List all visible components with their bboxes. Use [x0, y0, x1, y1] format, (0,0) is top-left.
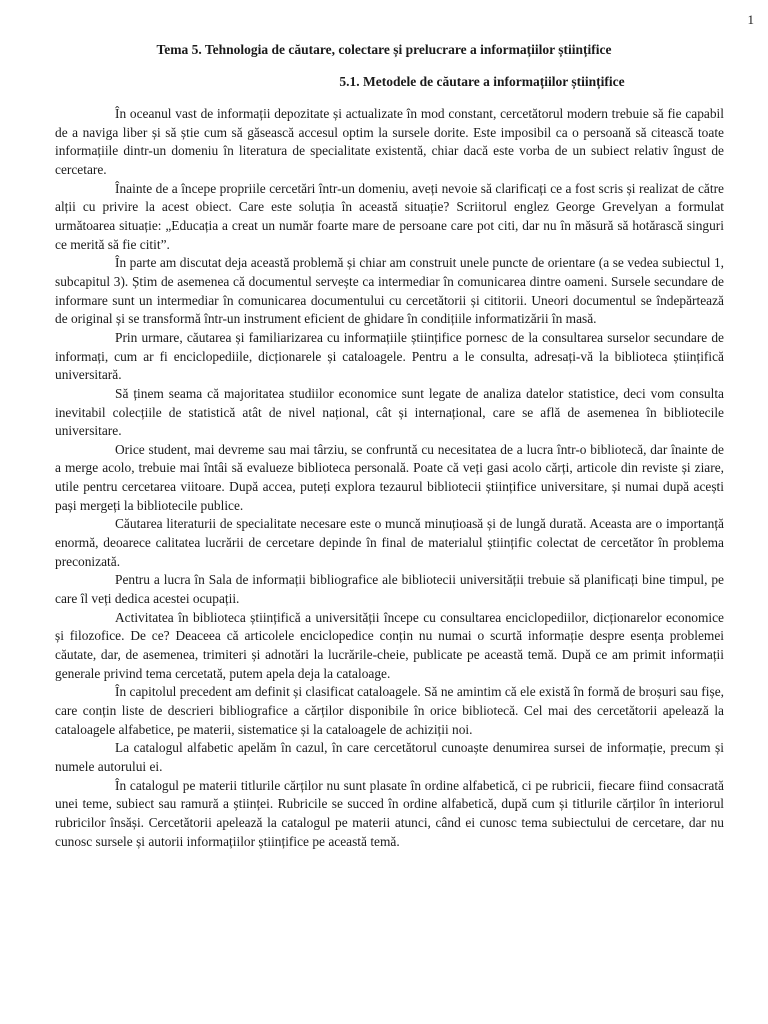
paragraph: În capitolul precedent am definit și clasificat cataloagele. Să ne amintim că ele există în formă de broșuri sau fișe, care conțin liste de descrieri bibliografice a cărților disponibile în orice bibliotecă. Cel mai des cercetătorii apelează la cataloagele alfabetice, pe materii, sistematice și la cataloagele de achiziții noi. — [55, 684, 724, 737]
paragraph: Căutarea literaturii de specialitate necesare este o muncă minuțioasă și de lungă durată. Aceasta are o importanță enormă, deoarece calitatea lucrării de cercetare depinde în final de materialul științific colectat de cercetător în problema preconizată. — [55, 516, 724, 569]
paragraph: La catalogul alfabetic apelăm în cazul, în care cercetătorul cunoaște denumirea sursei de informație, precum și numele autorului ei. — [55, 740, 724, 774]
paragraph: În parte am discutat deja această problemă și chiar am construit unele puncte de orientare (a se vedea subiectul 1, subcapitul 3). Știm de asemenea că documentul servește ca intermediar în comunicarea dintre oameni. Sursele secundare de informare sunt un intermediar în comunicarea documentului cu cercetătorii și cititorii. Uneori documentul se îndepărtează de original și se transformă într-un instrument eficient de ghidare în condițiile informatizării în masă. — [55, 255, 724, 327]
paragraph: Înainte de a începe propriile cercetări într-un domeniu, aveți nevoie să clarificați ce a fost scris și realizat de către alții cu privire la acest obiect. Care este soluția în această situație? Scriitorul englez George Grevelyan a formulat următoarea situație: „Educația a creat un număr foarte mare de persoane care pot citi, dar nu în măsură să hotărască singuri ce merită să fie citit”. — [55, 180, 724, 252]
paragraph: Să ținem seama că majoritatea studiilor economice sunt legate de analiza datelor statistice, deci vom consulta inevitabil colecțiile de statistică atât de nivel național, cât și internațional, care se află de asemenea în bibliotecile universitare. — [55, 385, 724, 439]
document-body — [55, 105, 724, 851]
section-title: 5.1. Metodele de căutare a informațiilor științifice — [339, 74, 625, 89]
paragraph: Activitatea în biblioteca științifică a universității începe cu consultarea enciclopediilor, dicționarelor economice și filozofice. De ce? Deaceea că articolele enciclopedice conțin nu numai o scurtă informație despre esența problemei căutate, dar, de asemenea, trimiteri și adnotări la lucrările-cheie, publicate pe această temă. După ce am primit informații generale privind tema cercetată, putem apela deja la cataloage. — [55, 609, 724, 681]
page-number: 1 — [747, 12, 754, 27]
paragraph: Prin urmare, căutarea și familiarizarea cu informațiile științifice pornesc de la consultarea surselor secundare de informați, cum ar fi enciclopediile, dicționarele și cataloagele. Pentru a le consulta, adresați-vă la biblioteca științifică universitară. — [55, 329, 724, 383]
paragraph: Pentru a lucra în Sala de informații bibliografice ale bibliotecii universității trebuie să planificați bine timpul, pe care îl veți dedica acestei ocupații. — [55, 572, 724, 607]
paragraph: În oceanul vast de informații depozitate și actualizate în mod constant, cercetătorul modern trebuie să fie capabil de a naviga liber și să știe cum să găsească accesul optim la sursele dorite. Este imposibil ca o persoană să citească toate informațiile dintr-un domeniu în literatura de specialitate existentă, chiar dacă este vorba de un subiect relativ îngust de cercetare. — [55, 106, 724, 177]
paragraph: Orice student, mai devreme sau mai târziu, se confruntă cu necesitatea de a lucra într-o bibliotecă, dar înainte de a merge acolo, trebuie mai întâi să evalueze biblioteca personală. Poate că veți gasi acolo cărți, articole din reviste și ziare, utile pentru cercetarea viitoare. După accea, puteți explora tezaurul bibliotecii științifice universitare, și numai după acești pași mergeți la bibliotecile publice. — [55, 441, 724, 513]
chapter-title: Tema 5. Tehnologia de căutare, colectare și prelucrare a informațiilor științifice — [156, 42, 612, 57]
paragraph: În catalogul pe materii titlurile cărților nu sunt plasate în ordine alfabetică, ci pe rubricii, fiecare fiind consacrată unei teme, subiect sau ramură a științei. Rubricile se succed în ordine alfabetică, după cum și titlurile cărților în interiorul rubricilor însăși. Cercetătorii apelează la catalogul pe materii atunci, când ei cunosc tema subiectului de cercetare, dar nu cunosc sursele și autorii informațiilor științifice pe această temă. — [55, 777, 724, 849]
